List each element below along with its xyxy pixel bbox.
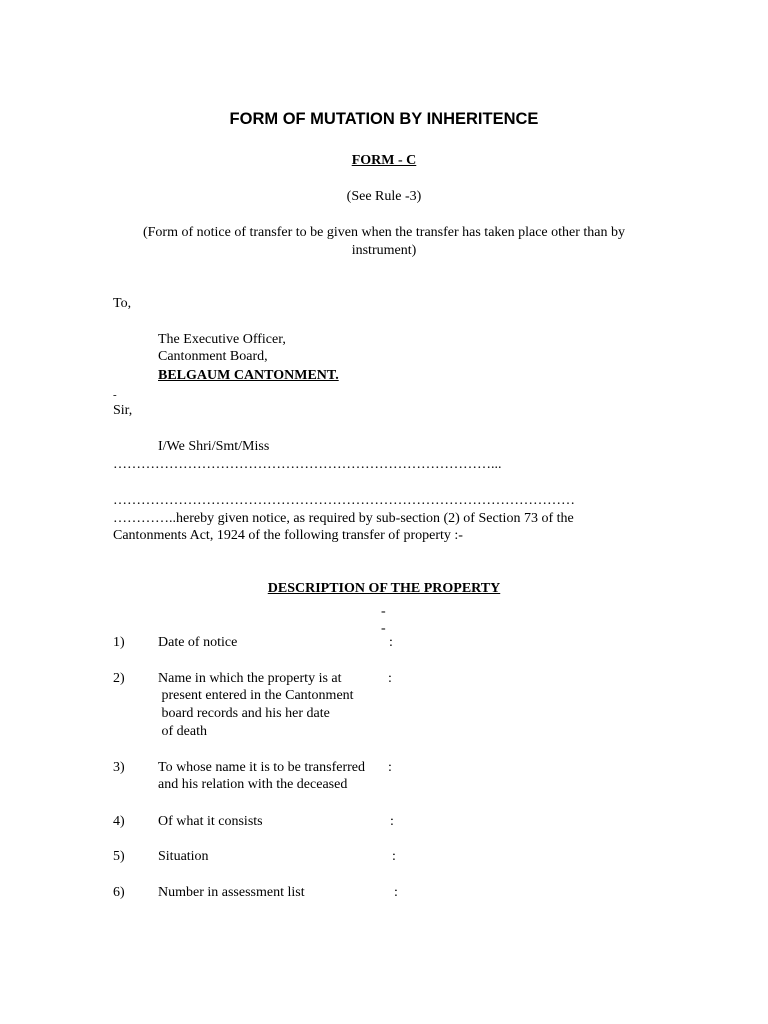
item-label-line: board records and his her date	[158, 706, 330, 721]
item-number: 4)	[113, 814, 125, 829]
dotted-fill-line1: ………………………………………………………………………...	[113, 457, 502, 472]
item-label-line: present entered in the Cantonment	[158, 688, 354, 703]
section-heading-wrap	[0, 580, 768, 598]
item-colon: :	[394, 885, 398, 900]
form-label: FORM - C	[351, 153, 417, 168]
notice-body-line2: Cantonments Act, 1924 of the following transfer of property :-	[113, 528, 463, 543]
salutation-sir: Sir,	[113, 403, 133, 418]
item-colon: :	[392, 849, 396, 864]
notice-description-line1: (Form of notice of transfer to be given when the transfer has taken place other than by	[142, 225, 626, 240]
dash-mark-1: -	[381, 604, 386, 619]
addressee-line2: Cantonment Board,	[158, 349, 268, 364]
item-label-line: Number in assessment list	[158, 885, 305, 900]
item-label-line: of death	[158, 724, 207, 739]
item-number: 5)	[113, 849, 125, 864]
dash-mark-2: -	[381, 621, 386, 636]
item-number: 3)	[113, 760, 125, 775]
item-label-line: Situation	[158, 849, 209, 864]
rule-reference: (See Rule -3)	[346, 189, 422, 204]
notice-body-line1: …………..hereby given notice, as required by sub-section (2) of Section 73 of the	[113, 511, 574, 526]
item-label-line: Date of notice	[158, 635, 238, 650]
item-label-line: and his relation with the deceased	[158, 777, 348, 792]
item-colon: :	[389, 635, 393, 650]
item-colon: :	[388, 760, 392, 775]
declarant-prefix: I/We Shri/Smt/Miss	[158, 439, 270, 454]
item-number: 1)	[113, 635, 125, 650]
dotted-fill-line2: ………………………………………………………………………………………	[113, 493, 575, 508]
item-label-line: To whose name it is to be transferred	[158, 760, 366, 775]
item-label-line: Name in which the property is at	[158, 671, 342, 686]
addressee-line1: The Executive Officer,	[158, 332, 286, 347]
notice-description-line2: instrument)	[351, 243, 417, 258]
item-number: 6)	[113, 885, 125, 900]
salutation-to: To,	[113, 296, 132, 311]
item-number: 2)	[113, 671, 125, 686]
form-label-wrap	[0, 152, 768, 170]
addressee-line3: BELGAUM CANTONMENT.	[158, 368, 339, 383]
stray-dash: -	[113, 389, 117, 401]
item-colon: :	[390, 814, 394, 829]
section-heading: DESCRIPTION OF THE PROPERTY	[267, 581, 501, 596]
item-label-line: Of what it consists	[158, 814, 263, 829]
form-title: FORM OF MUTATION BY INHERITENCE	[229, 110, 539, 128]
item-colon: :	[388, 671, 392, 686]
